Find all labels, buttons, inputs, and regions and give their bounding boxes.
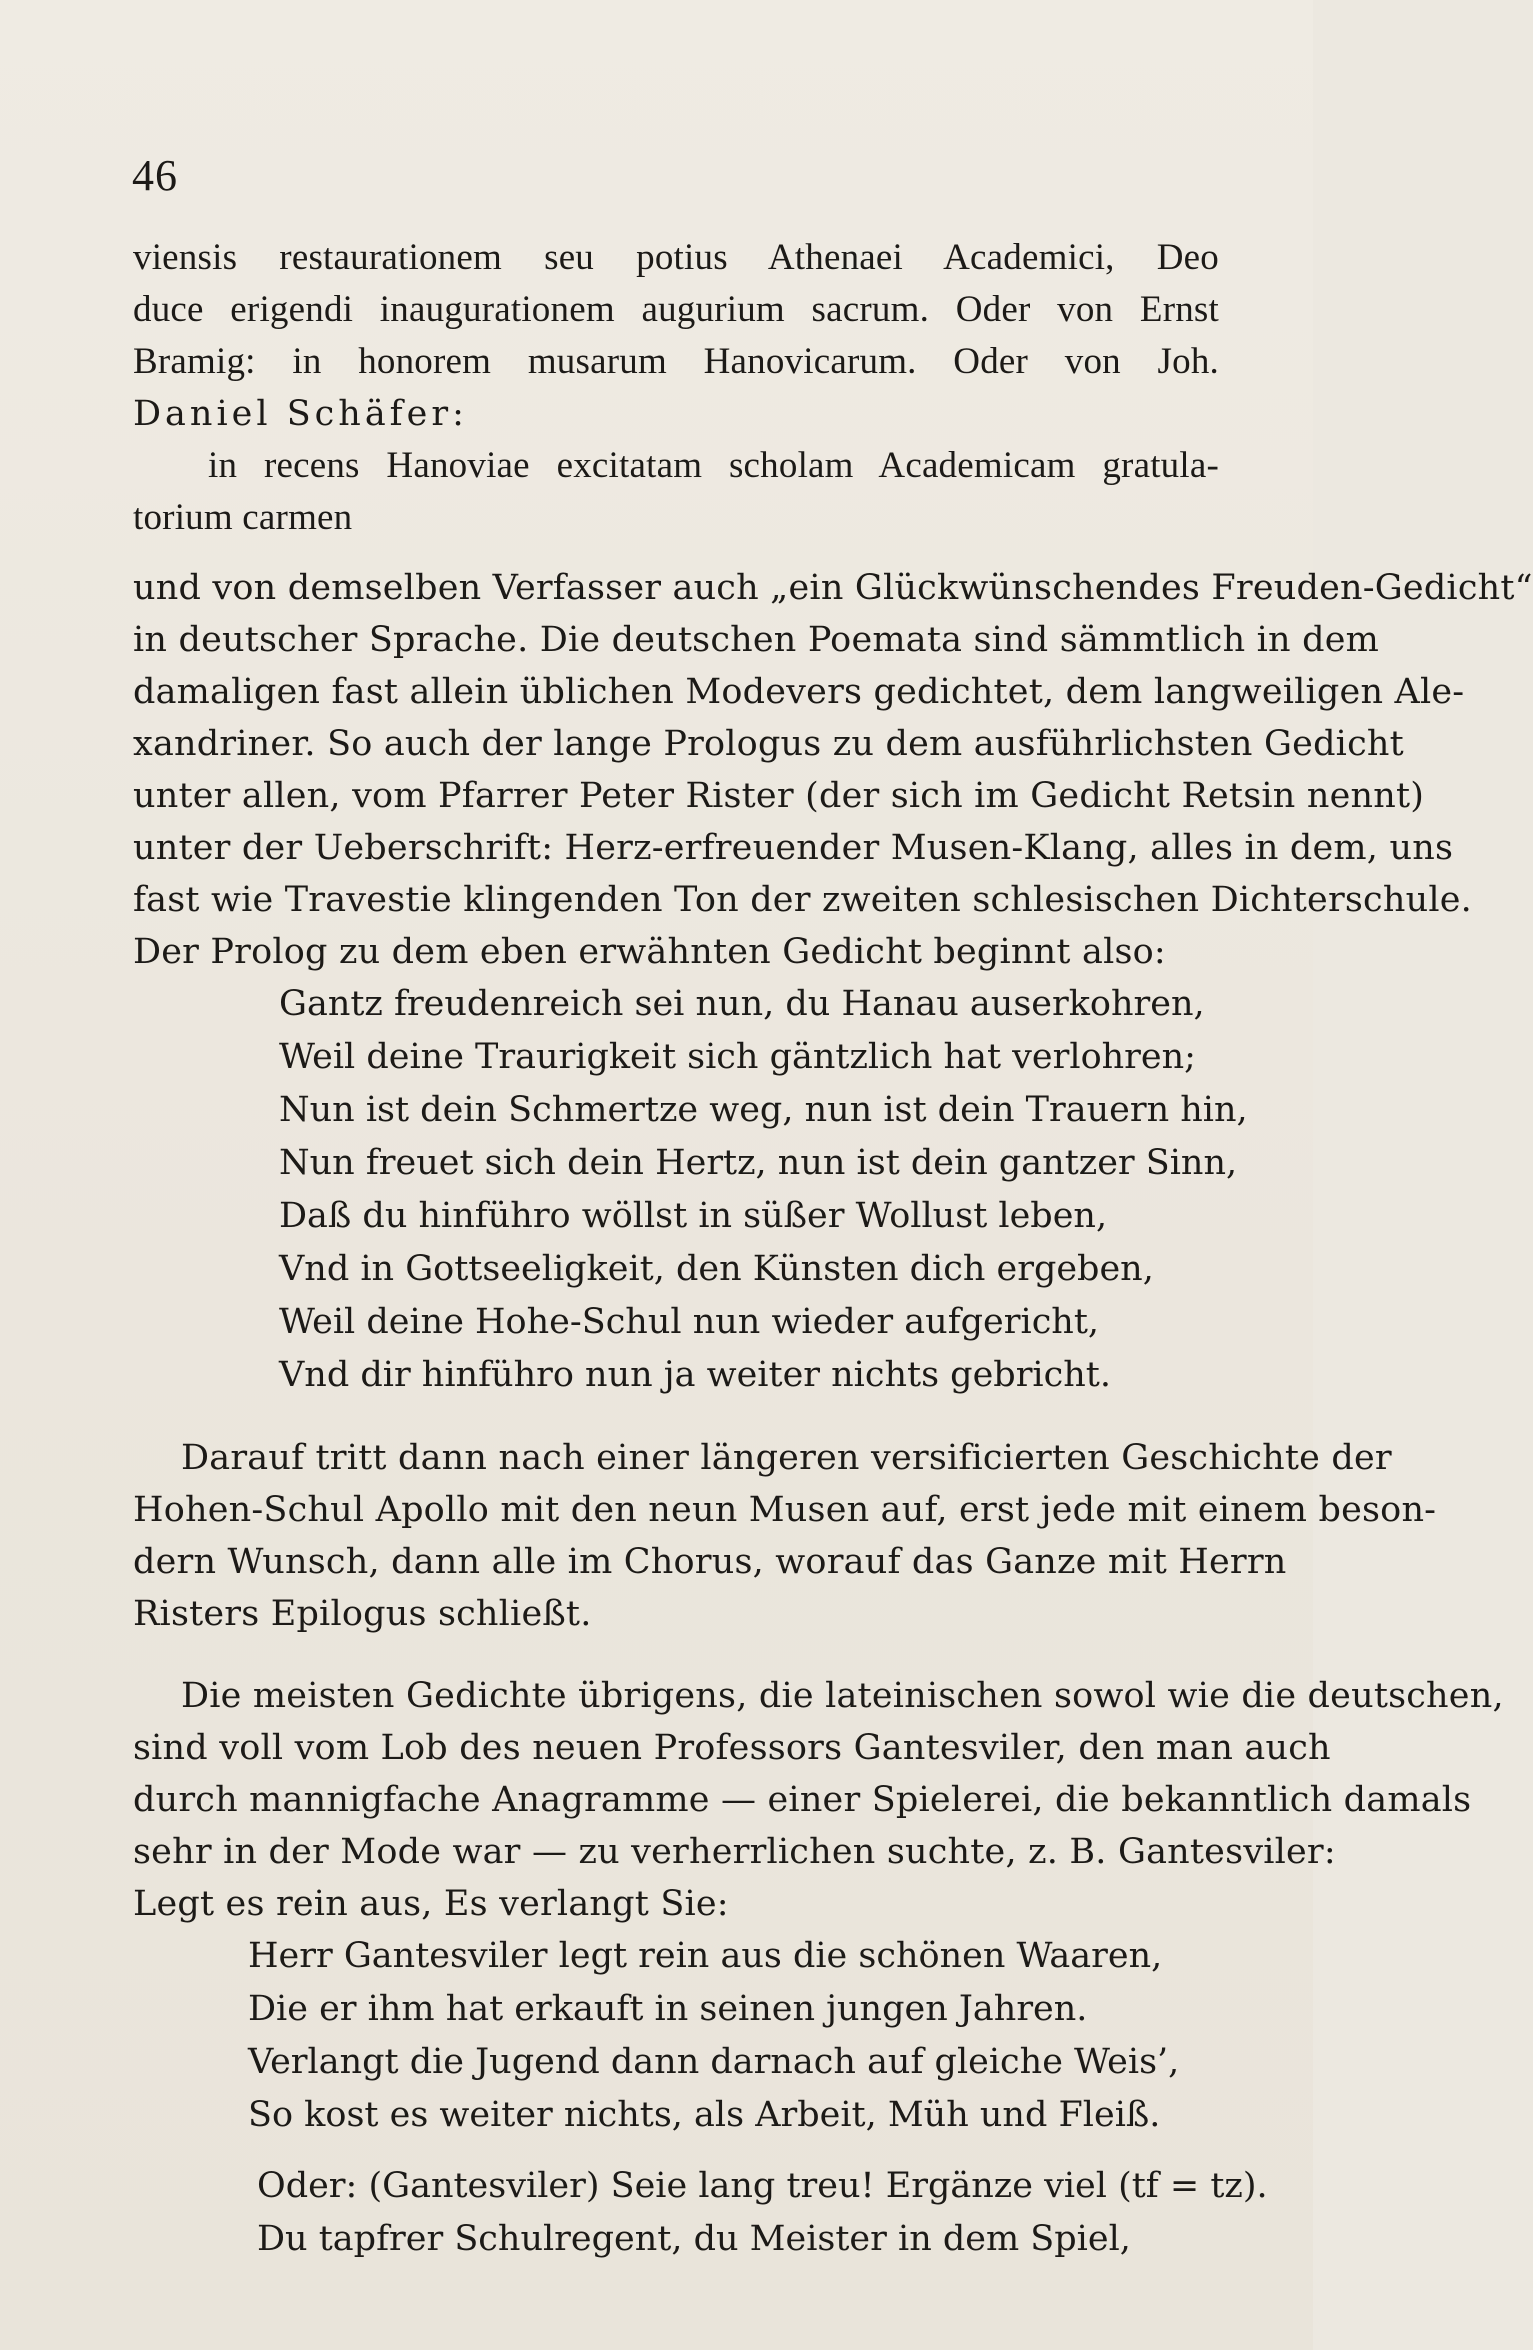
text-line: Legt es rein aus, Es verlangt Sie:: [133, 1884, 729, 1924]
text-line: unter der Ueberschrift: Herz-erfreuender Musen-Klang, alles in dem, uns: [133, 828, 1454, 868]
text-line: Darauf tritt dann nach einer längeren versificierten Geschichte der: [181, 1438, 1392, 1478]
text-line: Der Prolog zu dem eben erwähnten Gedicht beginnt also:: [133, 932, 1166, 972]
text-line: viensis restaurationem seu potius Athenaei Academici, Deo: [133, 237, 1219, 278]
text-line: Daniel Schäfer:: [133, 394, 468, 434]
text-line: und von demselben Verfasser auch „ein Glückwünschendes Freuden-Gedicht“: [133, 568, 1533, 608]
text-line: sind voll vom Lob des neuen Professors Gantesviler, den man auch: [133, 1728, 1331, 1768]
verse-line: Verlangt die Jugend dann darnach auf gleiche Weis’,: [248, 2042, 1180, 2082]
verse-line: Du tapfrer Schulregent, du Meister in dem Spiel,: [257, 2219, 1131, 2259]
text-line: Die meisten Gedichte übrigens, die lateinischen sowol wie die deutschen,: [181, 1676, 1504, 1716]
verse-line: Weil deine Traurigkeit sich gäntzlich hat verlohren;: [279, 1037, 1196, 1077]
verse-block-1: [133, 978, 1248, 1402]
verse-line: Herr Gantesviler legt rein aus die schönen Waaren,: [248, 1936, 1163, 1976]
text-line: unter allen, vom Pfarrer Peter Rister (der sich im Gedicht Retsin nennt): [133, 776, 1425, 816]
page-number: 46: [132, 151, 178, 200]
text-line: duce erigendi inaugurationem augurium sacrum. Oder von Ernst: [133, 289, 1219, 330]
text-line: Oder: (Gantesviler) Seie lang treu! Ergänze viel (tf = tz).: [257, 2166, 1268, 2206]
verse-line: Gantz freudenreich sei nun, du Hanau auserkohren,: [279, 984, 1205, 1024]
text-line: Hohen-Schul Apollo mit den neun Musen auf, erst jede mit einem beson-: [133, 1490, 1437, 1530]
text-line: Bramig: in honorem musarum Hanovicarum. Oder von Joh.: [133, 341, 1219, 382]
text-line: Risters Epilogus schließt.: [133, 1594, 592, 1634]
text-line: fast wie Travestie klingenden Ton der zweiten schlesischen Dichterschule.: [133, 880, 1472, 920]
verse-line: Die er ihm hat erkauft in seinen jungen Jahren.: [248, 1989, 1088, 2029]
verse-line: So kost es weiter nichts, als Arbeit, Müh und Fleiß.: [248, 2095, 1161, 2135]
text-line: xandriner. So auch der lange Prologus zu dem ausführlichsten Gedicht: [133, 724, 1404, 764]
text-line: dern Wunsch, dann alle im Chorus, worauf das Ganze mit Herrn: [133, 1542, 1287, 1582]
verse-line: Vnd dir hinführo nun ja weiter nichts gebricht.: [279, 1355, 1111, 1395]
text-line: in recens Hanoviae excitatam scholam Academicam gratula-: [208, 445, 1219, 486]
verse-line: Nun ist dein Schmertze weg, nun ist dein Trauern hin,: [279, 1090, 1248, 1130]
text-line: torium carmen: [133, 497, 353, 538]
text-line: sehr in der Mode war — zu verherrlichen suchte, z. B. Gantesviler:: [133, 1832, 1336, 1872]
verse-line: Daß du hinführo wöllst in süßer Wollust leben,: [279, 1196, 1108, 1236]
text-line: durch mannigfache Anagramme — einer Spielerei, die bekanntlich damals: [133, 1780, 1472, 1820]
verse-block-2: [133, 1930, 1219, 2142]
text-line: damaligen fast allein üblichen Modevers gedichtet, dem langweiligen Ale-: [133, 672, 1465, 712]
verse-line: Nun freuet sich dein Hertz, nun ist dein gantzer Sinn,: [279, 1143, 1238, 1183]
text-line: in deutscher Sprache. Die deutschen Poemata sind sämmtlich in dem: [133, 620, 1379, 660]
verse-line: Vnd in Gottseeligkeit, den Künsten dich ergeben,: [279, 1249, 1154, 1289]
verse-line: Weil deine Hohe-Schul nun wieder aufgericht,: [279, 1302, 1100, 1342]
page-body: [133, 232, 1533, 2266]
